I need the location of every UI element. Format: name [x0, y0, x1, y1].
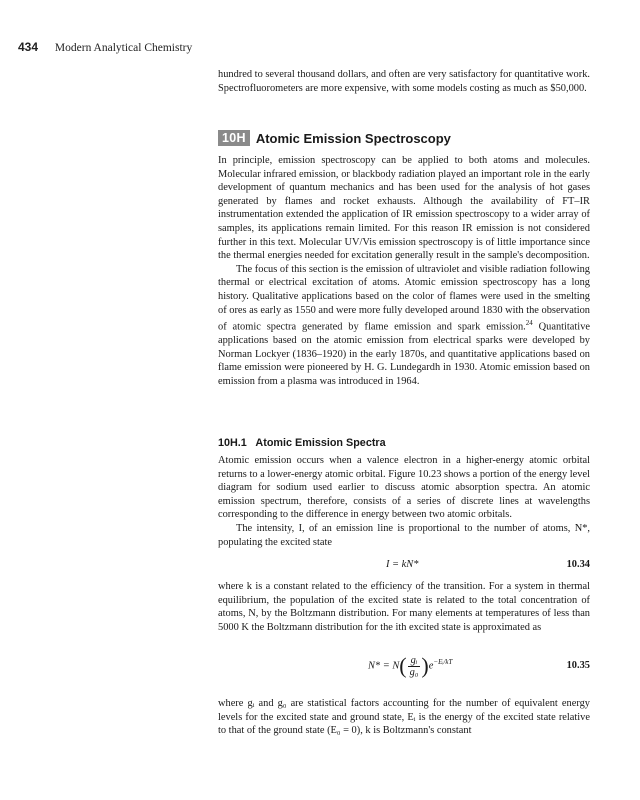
equation-10-34-expression: I = kN* [386, 559, 419, 570]
subsection-paragraph-4: where gᵢ and g₀ are statistical factors accounting for the number of equivalent energy levels for the excited state and ground state, Eᵢ is the energy of the excited state relative to that of the ground state (E₀ = 0), k is Boltzmann's constant [218, 698, 590, 737]
equation-10-35-denominator: g₀ [409, 666, 419, 678]
section-paragraph-2-text-a: The focus of this section is the emission of ultraviolet and visible radiation following thermal or electrical excitation of atoms. Atomic emission spectroscopy has a long history. Qualitative applications based on the color of flames were used in the smelting of ores as early as 1550 and were more fully developed around 1830 with the observation of atomic spectra generated by flame emission and spark emission. [218, 263, 590, 333]
reference-marker: 24 [525, 319, 533, 328]
section-body [218, 154, 590, 389]
equation-10-35-fraction [408, 655, 421, 678]
equation-10-35-exponent: −Eᵢ/kT [433, 657, 453, 666]
section-tag: 10H [218, 130, 250, 146]
running-header [18, 40, 192, 54]
section-paragraph-2-text-b: Quantitative applications based on the atomic emission from electrical sparks were developed by Norman Lockyer (1836–1920) in the early 1870s, and quantitative applications based on flame emission were pioneered by H. G. Lundegardh in 1930. Atomic emission based on emission from a plasma was introduced in 1964. [218, 321, 590, 387]
equation-10-35-number: 10.35 [566, 660, 590, 671]
subsection-paragraph-3: where k is a constant related to the efficiency of the transition. For a system in thermal equilibrium, the population of the excited state is related to the total concentration of atoms, N, by the Boltzmann distribution. For many elements at temperatures of less than 5000 K the Boltzmann distribution for the ith excited state is approximated as [218, 581, 590, 633]
section-paragraph-2 [218, 263, 590, 389]
page-number: 434 [18, 40, 39, 54]
running-title: Modern Analytical Chemistry [54, 42, 193, 54]
section-title: Atomic Emission Spectroscopy [255, 130, 451, 146]
equation-10-34-number: 10.34 [566, 559, 590, 570]
equation-10-35-exponential: e [428, 660, 434, 672]
equation-10-35-expression: N* = N( $\frac{\text{gᵢ}}{\text{g₀}}$ )$e^{-Eᵢ/kT}$ [368, 653, 453, 678]
subsection-title: Atomic Emission Spectra [255, 437, 386, 449]
subsection-body-1 [218, 454, 590, 549]
equation-10-35-numerator: gᵢ [408, 655, 421, 667]
subsection-paragraph-2: The intensity, I, of an emission line is proportional to the number of atoms, N*, populating the excited state [218, 522, 590, 548]
equation-10-35-lhs: N* = N [368, 660, 400, 672]
subsection-paragraph-1: Atomic emission occurs when a valence electron in a higher-energy atomic orbital returns to a lower-energy atomic orbital. Figure 10.23 shows a portion of the energy level diagram for sodium used earlier to discuss atomic absorption spectra. An atomic emission spectrum, therefore, consists of a series of discrete lines at wavelengths corresponding to the difference in energy between two atomic orbitals. [218, 455, 590, 521]
equation-10-35 [218, 651, 590, 681]
section-paragraph-1: In principle, emission spectroscopy can be applied to both atoms and molecules. Molecular infrared emission, or blackbody radiation played an important role in the early development of quantum mechanics and has been used for the analysis of hot gases generated by flames and rocket exhausts. Although the availability of FT–IR instrumentation extended the application of IR emission spectroscopy to a wider array of samples, its applications remain limited. For this reason IR emission is not considered further in this text. Molecular UV/Vis emission spectroscopy is of little importance since the thermal energies needed for excitation generally result in the sample's decomposition. [218, 155, 590, 262]
equation-10-34 [218, 559, 590, 575]
subsection-body-2 [218, 580, 590, 634]
subsection-heading [218, 437, 590, 449]
subsection-body-3 [218, 697, 590, 738]
intro-paragraph-block [218, 68, 590, 95]
intro-paragraph: hundred to several thousand dollars, and often are very satisfactory for quantitative work. Spectrofluorometers are more expensive, with some models costing as much as $50,000. [218, 69, 590, 94]
subsection-number: 10H.1 [218, 437, 247, 449]
section-heading [218, 130, 590, 146]
